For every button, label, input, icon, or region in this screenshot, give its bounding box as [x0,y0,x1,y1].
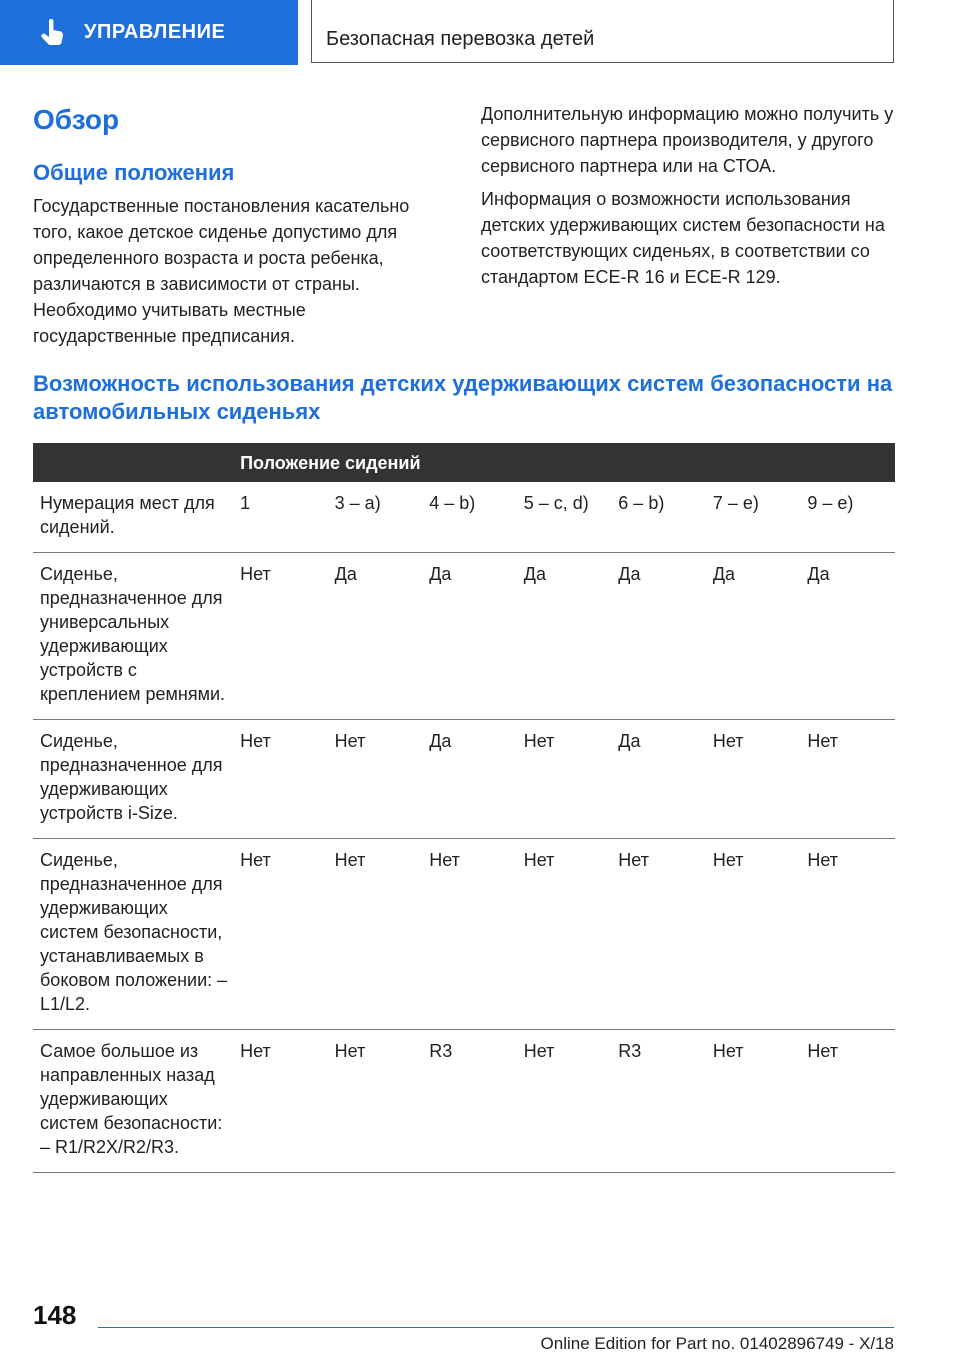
table-cell: Нет [706,839,801,1030]
row-label: Нумерация мест для сидений. [33,482,233,553]
chapter-header [311,0,894,63]
table-cell: Нет [233,1030,328,1173]
table-cell: Нет [233,839,328,1030]
table-cell: Нет [422,839,517,1030]
table-cell: 7 – e) [706,482,801,553]
table-cell: Нет [706,1030,801,1173]
table-cell: Да [422,720,517,839]
row-label: Сиденье, предназначенное для универсальных удерживающих устройств с креплением ремнями. [33,553,233,720]
general-provisions-paragraph: Государственные постановления касательно того, какое детское сиденье допустимо для определенного возраста и роста ребенка, различаются в зависимости от страны. Необходимо учитывать местные государственные предписания. [33,196,410,346]
table-cell: 4 – b) [422,482,517,553]
row-label: Сиденье, предназначенное для удерживающих систем безопасности, устанавливаемых в боковом положении: – L1/L2. [33,839,233,1030]
edition-text: Online Edition for Part no. 01402896749 - X/18 [540,1334,894,1353]
section-tab[interactable] [0,0,298,65]
table-cell: Нет [517,1030,612,1173]
row-label: Самое большое из направленных назад удерживающих систем безопасности: – R1/R2X/R2/R3. [33,1030,233,1173]
table-cell: Нет [800,1030,895,1173]
table-cell: Нет [233,720,328,839]
table-row [33,482,895,553]
table-cell: Нет [800,839,895,1030]
table-header-empty [33,443,233,482]
page-number: 148 [33,1300,77,1330]
table-row [33,839,895,1030]
table-cell: 6 – b) [611,482,706,553]
table-cell: Нет [517,720,612,839]
table-cell: Нет [328,839,423,1030]
table-row [33,553,895,720]
table-cell: Нет [517,839,612,1030]
table-header-row [33,443,895,482]
table-cell: Нет [611,839,706,1030]
chapter-label: Безопасная перевозка детей [326,28,595,50]
row-label: Сиденье, предназначенное для удерживающих устройств i-Size. [33,720,233,839]
table-row [33,720,895,839]
table-header-label: Положение сидений [233,443,895,482]
table-cell: 3 – a) [328,482,423,553]
table-cell: 1 [233,482,328,553]
service-info-paragraph: Дополнительную информацию можно получить у сервисного партнера производителя, у другого сервисного партнера или на СТОА. [481,104,894,176]
footer-divider [98,1327,894,1328]
table-heading: Возможность использования детских удерживающих систем безопасности на автомобильных сиденьях [33,371,893,424]
table-row [33,1030,895,1173]
table-cell: Да [611,553,706,720]
table-cell: Нет [800,720,895,839]
seat-positions-table [33,443,895,1173]
table-cell: R3 [422,1030,517,1173]
section-subtitle: Общие положения [33,160,235,185]
table-cell: 9 – e) [800,482,895,553]
hand-pointer-icon [40,19,66,47]
table-cell: Да [800,553,895,720]
table-cell: Нет [328,720,423,839]
section-label: УПРАВЛЕНИЕ [84,21,226,43]
table-cell: Да [706,553,801,720]
page-title: Обзор [33,104,120,135]
table-cell: 5 – c, d) [517,482,612,553]
table-cell: Да [611,720,706,839]
table-cell: R3 [611,1030,706,1173]
table-cell: Нет [233,553,328,720]
table-cell: Да [328,553,423,720]
standards-info-paragraph: Информация о возможности использования детских удерживающих систем безопасности на соответствующих сиденьях, в соответствии со стандартом ECE-R 16 и ECE-R 129. [481,189,885,287]
table-cell: Да [517,553,612,720]
table-cell: Нет [328,1030,423,1173]
table-cell: Да [422,553,517,720]
table-cell: Нет [706,720,801,839]
